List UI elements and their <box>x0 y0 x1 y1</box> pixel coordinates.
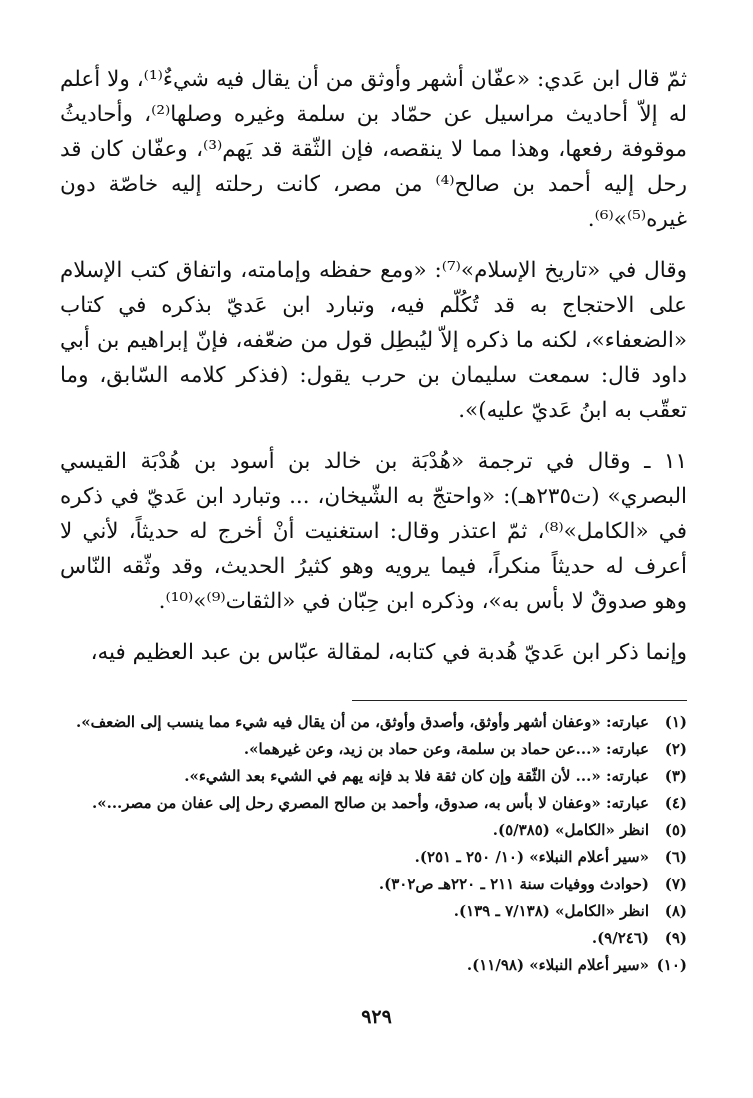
footnote <box>60 790 687 817</box>
footnote-number: (٥) <box>664 821 687 839</box>
footnote-number: (٧) <box>664 875 687 893</box>
footnote <box>60 736 687 763</box>
footnote-text: (حوادث ووفيات سنة ٢١١ ـ ٢٢٠هـ ص٣٠٢). <box>378 875 649 893</box>
paragraph-3: ١١ ـ وقال في ترجمة «هُدْبَة بن خالد بن أسود بن هُدْبَة القيسي البصري» (ت٢٣٥هـ): «واحتجّ به الشّيخان، ... وتبارد ابن عَديّ في ذكره في «الكامل»⁽⁸⁾، ثمّ اعتذر وقال: استغنيت أنْ أخرج له حديثاً، لأني لا أعرف له حديثاً منكراً، فيما يرويه وهو كثيرُ الحديث، وقد وثّقه النّاس وهو صدوقٌ لا بأس به»، وذكره ابن حِبّان في «الثقات⁽⁹⁾»⁽¹⁰⁾. <box>60 449 688 614</box>
footnote-number: (٢) <box>664 740 687 758</box>
footnote-text: انظر «الكامل» (٥/٣٨٥). <box>492 821 649 839</box>
footnote-number: (٤) <box>664 794 687 812</box>
paragraph-4: وإنما ذكر ابن عَديّ هُدبة في كتابه، لمقالة عبّاس بن عبد العظيم فيه، <box>90 640 687 665</box>
footnote <box>60 844 687 871</box>
footnote-text: عبارته: «وعفان أشهر وأوثق، وأصدق وأوثق، من أن يقال فيه شيء مما ينسب إلى الضعف». <box>75 713 649 731</box>
footnote-number: (١) <box>664 713 687 731</box>
footnote <box>60 709 687 736</box>
footnote-text: عبارته: «...عن حماد بن سلمة، وعن حماد بن زيد، وعن غيرهما». <box>243 740 649 758</box>
footnote <box>60 817 687 844</box>
footnote-text: «سير أعلام النبلاء» (١٠/ ٢٥٠ ـ ٢٥١). <box>414 848 649 866</box>
footnote-number: (١٠) <box>656 956 687 974</box>
footnote-number: (٩) <box>664 929 687 947</box>
footnote-separator-wrap <box>60 700 687 701</box>
footnote <box>60 925 687 952</box>
footnote-number: (٦) <box>664 848 687 866</box>
footnote <box>60 952 687 979</box>
footnote-number: (٨) <box>664 902 687 920</box>
paragraph-1: ثمّ قال ابن عَدي: «عفّان أشهر وأوثق من أن يقال فيه شيءٌ⁽¹⁾، ولا أعلم له إلاّ أحاديث مراسيل عن حمّاد بن سلمة وغيره وصلها⁽²⁾، وأحاديثُ موقوفة رفعها، وهذا مما لا ينقصه، فإن الثّقة قد يَهم⁽³⁾، وعفّان كان قد رحل إليه أحمد بن صالح⁽⁴⁾ من مصر، كانت رحلته إليه خاصّة دون غيره⁽⁵⁾»⁽⁶⁾. <box>60 67 688 232</box>
paragraph-2: وقال في «تاريخ الإسلام»⁽⁷⁾: «ومع حفظه وإمامته، واتفاق كتب الإسلام على الاحتجاج به قد تُكُلّم فيه، وتبارد ابن عَديّ بذكره في كتاب «الضعفاء»، لكنه ما ذكره إلاّ ليُبطِل قول من ضعّفه، فإنّ إبراهيم بن أبي داود قال: سمعت سليمان بن حرب يقول: (فذكر كلامه السّابق، وما تعقّب به ابنُ عَديّ عليه)». <box>60 258 687 423</box>
footnote-text: (٩/٢٤٦). <box>591 929 649 947</box>
footnote <box>60 898 687 925</box>
footnote <box>60 763 687 790</box>
main-text <box>60 62 687 670</box>
footnote <box>60 871 687 898</box>
footnotes <box>60 709 687 979</box>
footnote-text: انظر «الكامل» (٧/١٣٨ ـ ١٣٩). <box>453 902 649 920</box>
footnote-number: (٣) <box>664 767 687 785</box>
footnote-text: عبارته: «... لأن الثّقة وإن كان ثقة فلا بد فإنه يهم في الشيء بعد الشيء». <box>184 767 649 785</box>
footnote-text: عبارته: «وعفان لا بأس به، صدوق، وأحمد بن صالح المصري رحل إلى عفان من مصر...». <box>92 794 649 812</box>
footnote-separator <box>352 700 687 701</box>
footnote-text: «سير أعلام النبلاء» (١١/٩٨). <box>466 956 649 974</box>
page-number: ٩٢٩ <box>361 1006 392 1028</box>
